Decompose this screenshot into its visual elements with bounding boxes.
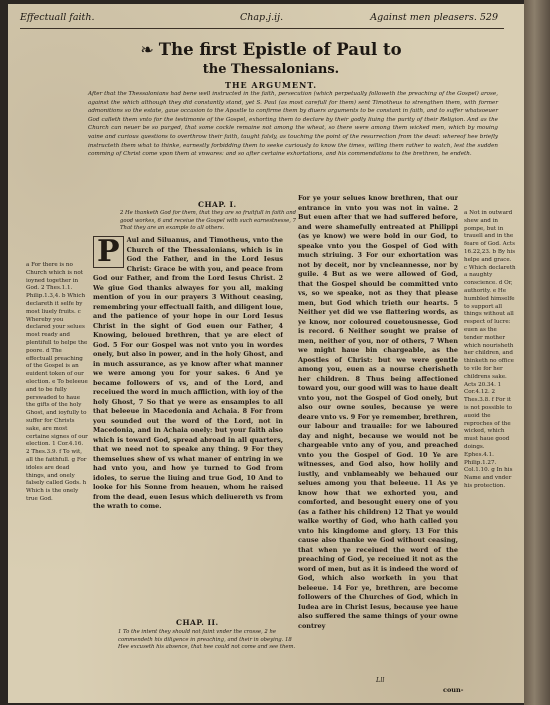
signature-mark: Lll (376, 676, 385, 684)
argument-text: After that the Thessalonians had bene well instructed in the faith, persecution (which perpetually followeth the preaching of the Gospel) arose, against the which although they did constantly stand, yet S. Paul (as most carefull for them) sent Timotheus to strengthen them, with former admonitions so the estate, gaue occasion to the Apostle to confirme them by diuers arguments to be constant in faith, and to suffer whatsoeuer God calleth them vnto for the testimonie of the Gospel, exhorting them to declare by their godly liuing the purity of their Religion. And as the Church can neuer be so purged, that some cockle remaine not among the wheat, so there were among them wicked men, which by mouing vaine and curious questions to overthrow their faith, taught falsly, as touching the point of the resurrection from the dead: whereof hee briefly instructeth them what to thinke, earnestly forbidding them to seeke curiously to know the times, willing them rather to watch, lest the sudden comming of Christ come vpon them at vnwares: and so after certaine exhortations, and his commendations to the brethren, he endeth. (88, 91, 498, 158)
right-margin-notes: a Not in outward shew and in pompe, but in trauell and in the feare of God. Acts 16.22,23. b By his helpe and grace. c Which declareth a naughty conscience. d Or, authority. e He humbled himselfe to support all things without all respect of lucre: euen as the tender mother which nourisheth her children, and thinketh no office to vile for her childrens sake. Acts 20.34. 1 Cor.4.12. 2 Thes.3.8. f For it is not possible to auoid the reproches of the wicked, which must haue good doings. Ephes.4.1. Philip.1.27. Col.1.10. g In his Name and vnder his protection. (464, 210, 516, 489)
epistle-title: The first Epistle of Paul to (158, 40, 402, 59)
argument-heading: THE ARGUMENT. (224, 80, 318, 90)
chapter-1-body: Aul and Siluanus, and Timotheus, vnto the Church of the Thessalonians, which is in God the Father, and in the Lord Iesus Christ: Grace be with you, and peace from God our Father, and from the Lord Iesus Christ. 2 We giue God thanks alwayes for you all, making mention of you in our prayers 3 Without ceasing, remembring your effectuall faith, and diligent loue, and the patience of your hope in our Lord Iesus Christ in the sight of God euen our Father, 4 Knowing, beloued brethren, that ye are elect of God. 5 For our Gospel was not vnto you in wordes onely, but also in power, and in the holy Ghost, and in much assurance, as ye know after what manner we were among you for your sakes. 6 And ye became followers of vs, and of the Lord, and receiued the word in much affliction, with ioy of the holy Ghost, 7 So that ye were as ensamples to all that beleeue in Macedonia and Achaia. 8 For from you sounded out the word of the Lord, not in Macedonia, and in Achaia onely: but your faith also which is toward God, spread abroad in all quarters, that we need not to speake any thing. 9 For they themselues shew of vs what maner of entring in we had vnto you, and how ye turned to God from idoles, to serue the liuing and true God, 10 And to looke for his Sonne from heauen, whom he raised from the dead, euen Iesus which deliuereth vs from the wrath to come. (93, 236, 283, 510)
chapter-1-heading: CHAP. I. (198, 200, 237, 209)
head-rule (20, 28, 504, 29)
left-margin-notes: a For there is no Church which is not ioyned together in God. 2 Thes.1.1. Philip.1.3,4. b Which declareth it selfe by most liuely fruits. c Whereby you declared your selues most ready and plentifull to helpe the poore. d The effectuall preaching of the Gospel is an euident token of our election. e To beleeue and to be fully perswaded to haue the gifts of the holy Ghost, and ioyfully to suffer for Christs sake, are most certaine signes of our election. 1 Cor.4.16. 2 Thes.3.9. f To wit, all the faithfull. g For idoles are dead things, and onely falsely called Gods. h Which is the onely true God. (26, 262, 88, 502)
chapter-2-heading: CHAP. II. (176, 618, 219, 627)
chapter-1-text (93, 236, 283, 611)
running-head-left: Effectuall faith. (20, 12, 95, 23)
running-head-right: Against men pleasers. 529 (370, 12, 498, 23)
catchword: coun- (443, 686, 464, 694)
title-row (8, 40, 534, 59)
running-head-chapter: Chap.j.ij. (240, 12, 284, 23)
fleuron-icon: ❧ (140, 40, 154, 59)
chapter-1-summary: 2 He thanketh God for them, that they are so fruitfull in faith and good workes, 6 and receiue the Gospel with such earnestnesse, 7 That they are an example to all others. (120, 210, 297, 232)
epistle-title-line2: the Thessalonians. (202, 62, 340, 77)
drop-cap: P (93, 236, 124, 268)
bible-page (8, 4, 534, 703)
chapter-2-summary: 1 To the intent they should not faint vnder the crosse, 2 he commendeth his diligence in preaching, and their in obeying. 18 Hee excuseth his absence, that hee could not come and see them. (118, 629, 296, 651)
running-head (20, 12, 498, 28)
book-edge (524, 0, 550, 705)
chapter-2-text: For ye your selues know brethren, that our entrance in vnto you was not in vaine. 2 But euen after that we had suffered before, and were shamefully entreated at Philippi (as ye know) we were bold in our God, to speake vnto you the Gospel of God with much striuing. 3 For our exhortation was not by deceit, nor by vncleannesse, nor by guile. 4 But as we were allowed of God, that the Gospel should be committed vnto vs, so we speake, not as they that please men, but God which trieth our hearts. 5 Neither yet did we vse flattering words, as ye know, nor coloured couetousnesse, God is record. 6 Neither sought we praise of men, neither of you, nor of others, 7 When we might haue bin chargeable, as the Apostles of Christ: but we were gentle among you, euen as a nourse cherisheth her children. 8 Thus being affectioned toward you, our good will was to haue dealt vnto you, not the Gospel of God onely, but also our owne soules, because ye were deare vnto vs. 9 For ye remember, brethren, our labour and trauaile: for we laboured day and night, because we would not be chargeable vnto any of you, and preached vnto you the Gospel of God. 10 Ye are witnesses, and God also, how holily and iustly, and vnblameably we behaued our selues among you that beleeue. 11 As ye know how that we exhorted you, and comforted, and besought euery one of you (as a father his children) 12 That ye would walke worthy of God, who hath called you vnto his kingdome and glory. 13 For this cause also thanke we God without ceasing, that when ye receiued the word of the preaching of God, ye receiued it not as the word of men, but as it is indeed the word of God, which also worketh in you that beleeue. 14 For ye, brethren, are become followers of the Churches of God, which in Iudea are in Christ Iesus, because yee haue also suffered the same things of your owne contrey (298, 194, 458, 630)
